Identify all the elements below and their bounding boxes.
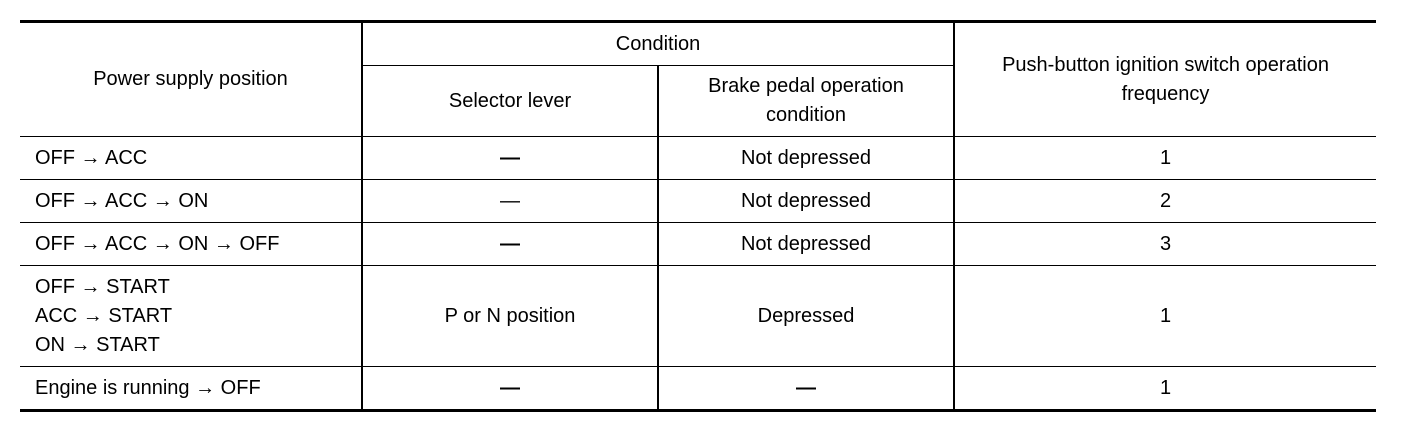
cell-frequency: 1: [954, 367, 1376, 411]
cell-frequency: 1: [954, 137, 1376, 180]
dash-mark: —: [500, 146, 520, 169]
cell-frequency: 2: [954, 180, 1376, 223]
position-line: OFF → START: [35, 275, 170, 298]
header-push-button-frequency: [954, 22, 1376, 137]
table-row: [20, 266, 1376, 367]
header-selector-lever: Selector lever: [362, 66, 658, 137]
header-push-button-line1: Push-button ignition switch operation: [1002, 53, 1329, 76]
table-body: [20, 137, 1376, 411]
cell-selector-lever: P or N position: [362, 266, 658, 367]
position-line: ACC → START: [35, 304, 173, 327]
position-line: ON → START: [35, 333, 160, 356]
cell-brake-condition: Not depressed: [658, 223, 954, 266]
cell-power-position: OFF → ACC → ON: [20, 180, 362, 223]
table-row: [20, 180, 1376, 223]
header-brake-pedal-line1: Brake pedal operation: [708, 75, 904, 97]
cell-power-position: OFF → ACC: [20, 137, 362, 180]
cell-brake-condition: [658, 367, 954, 411]
dash-mark: —: [500, 189, 520, 212]
cell-selector-lever: [362, 223, 658, 266]
header-push-button-line2: frequency: [1121, 82, 1210, 105]
header-power-supply-position: Power supply position: [20, 22, 362, 137]
cell-frequency: 1: [954, 266, 1376, 367]
dash-mark: —: [500, 232, 520, 255]
cell-brake-condition: Not depressed: [658, 137, 954, 180]
dash-mark: —: [500, 376, 520, 399]
table-row: [20, 137, 1376, 180]
cell-selector-lever: [362, 180, 658, 223]
ignition-operation-table: [20, 20, 1376, 412]
dash-mark: —: [796, 376, 816, 399]
cell-selector-lever: [362, 137, 658, 180]
cell-power-position: Engine is running → OFF: [20, 367, 362, 411]
header-brake-pedal: [658, 66, 954, 137]
cell-frequency: 3: [954, 223, 1376, 266]
table-row: [20, 367, 1376, 411]
header-brake-pedal-line2: condition: [765, 104, 847, 126]
cell-selector-lever: [362, 367, 658, 411]
table-header: [20, 22, 1376, 137]
cell-power-position: OFF → ACC → ON → OFF: [20, 223, 362, 266]
header-condition: Condition: [362, 22, 954, 66]
cell-power-position: [20, 266, 362, 367]
cell-brake-condition: Depressed: [658, 266, 954, 367]
cell-brake-condition: Not depressed: [658, 180, 954, 223]
table-row: [20, 223, 1376, 266]
